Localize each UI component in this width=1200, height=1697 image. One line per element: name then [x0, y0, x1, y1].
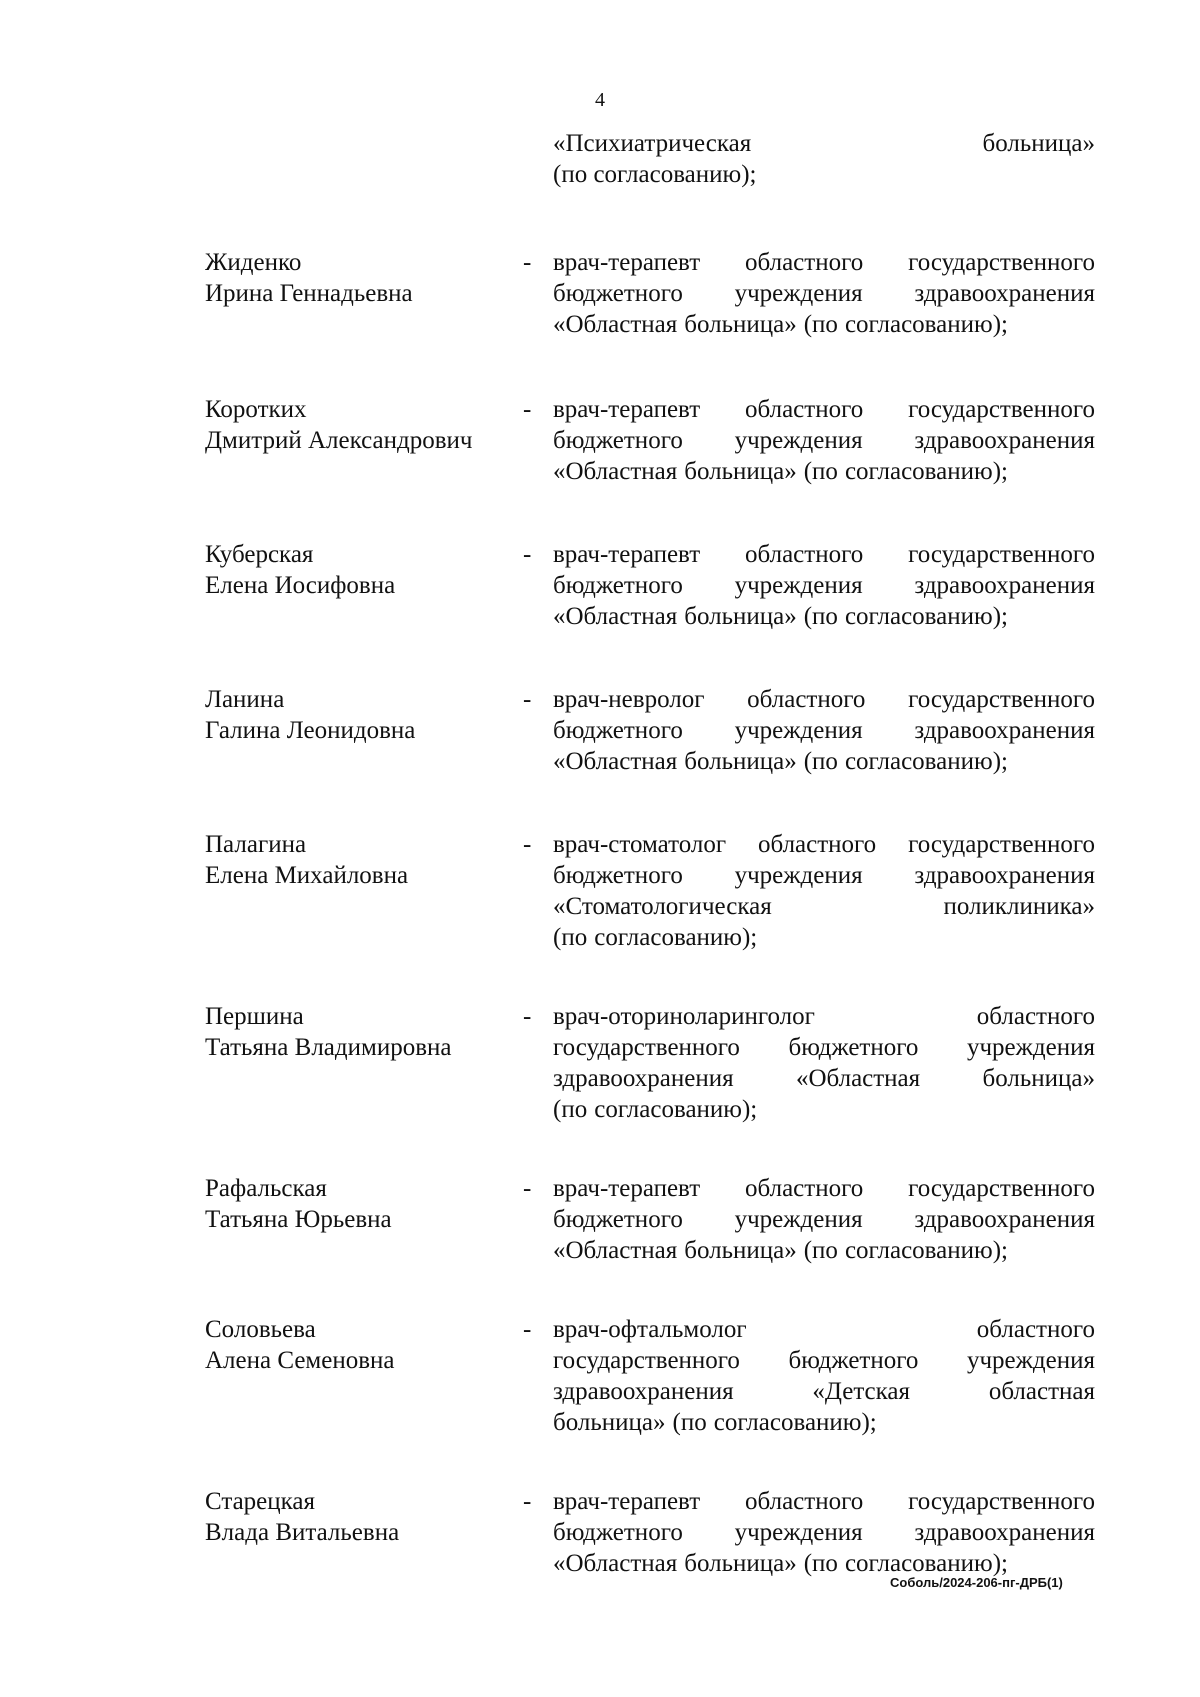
position-word: «Областная: [553, 311, 678, 338]
position-word: врач-терапевт: [553, 396, 701, 423]
member-given-names: Ирина Геннадьевна: [205, 280, 413, 307]
position-word: учреждения: [966, 1347, 1095, 1374]
position-word: учреждения: [734, 1519, 863, 1546]
position-line: [553, 891, 1095, 922]
position-word: согласованию);: [844, 748, 1008, 775]
member-surname: Першина: [205, 1003, 304, 1030]
position-word: «Психиатрическая: [553, 130, 752, 157]
position-word: больница»: [684, 748, 797, 775]
position-word: государственного: [908, 1488, 1095, 1515]
position-word: государственного: [553, 1347, 740, 1374]
member-name: [205, 1314, 505, 1376]
position-word: областного: [745, 541, 864, 568]
member-position: [553, 247, 1095, 340]
position-word: здравоохранения: [914, 572, 1095, 599]
member-given-names: Елена Михайловна: [205, 862, 409, 889]
position-word: учреждения: [966, 1034, 1095, 1061]
member-entry: [0, 829, 1200, 953]
member-name: [205, 829, 505, 891]
position-word: (по: [803, 603, 838, 630]
position-line: [553, 128, 1095, 159]
position-word: государственного: [908, 541, 1095, 568]
member-surname: Рафальская: [205, 1175, 327, 1202]
position-line: [553, 860, 1095, 891]
member-surname: Куберская: [205, 541, 314, 568]
member-surname: Соловьева: [205, 1316, 316, 1343]
position-word: согласованию);: [844, 311, 1008, 338]
position-word: областного: [745, 396, 864, 423]
separator-dash: -: [523, 1488, 532, 1515]
position-word: учреждения: [734, 862, 863, 889]
position-word: согласованию);: [844, 1550, 1008, 1577]
separator-dash: -: [523, 831, 532, 858]
position-line: [553, 1032, 1095, 1063]
position-line: [553, 1486, 1095, 1517]
position-line: [553, 278, 1095, 309]
position-word: учреждения: [734, 717, 863, 744]
position-word: «Областная: [553, 458, 678, 485]
separator-dash: -: [523, 1003, 532, 1030]
position-word: областного: [745, 249, 864, 276]
position-word: областного: [745, 1175, 864, 1202]
position-word: здравоохранения: [914, 1206, 1095, 1233]
member-position: [553, 1173, 1095, 1266]
position-word: бюджетного: [553, 280, 683, 307]
position-word: «Детская: [812, 1378, 911, 1405]
position-word: согласованию);: [594, 924, 758, 951]
position-word: больница»: [982, 1065, 1095, 1092]
position-line: [553, 1063, 1095, 1094]
position-word: государственного: [553, 1034, 740, 1061]
member-entry: [0, 1001, 1200, 1125]
position-word: (по: [553, 1096, 588, 1123]
position-word: «Областная: [553, 1237, 678, 1264]
member-surname: Жиденко: [205, 249, 302, 276]
position-word: врач-терапевт: [553, 249, 701, 276]
position-word: здравоохранения: [914, 427, 1095, 454]
position-word: государственного: [908, 249, 1095, 276]
position-word: «Стоматологическая: [553, 893, 772, 920]
member-name: [205, 1486, 505, 1548]
position-word: врач-невролог: [553, 686, 705, 713]
position-line: [553, 922, 1095, 953]
position-word: бюджетного: [788, 1347, 919, 1374]
position-line: [553, 159, 1095, 190]
position-word: учреждения: [734, 1206, 863, 1233]
position-line: [553, 829, 1095, 860]
position-word: согласованию);: [844, 1237, 1008, 1264]
position-word: здравоохранения: [914, 717, 1095, 744]
position-word: бюджетного: [553, 427, 683, 454]
member-entry: [0, 1314, 1200, 1438]
member-position: [553, 1314, 1095, 1438]
member-entry: [0, 1173, 1200, 1266]
member-given-names: Галина Леонидовна: [205, 717, 416, 744]
position-word: врач-терапевт: [553, 1175, 701, 1202]
member-surname: Коротких: [205, 396, 307, 423]
position-line: [553, 309, 1095, 340]
position-word: бюджетного: [553, 1519, 683, 1546]
position-word: поликлиника»: [943, 893, 1095, 920]
position-word: государственного: [908, 1175, 1095, 1202]
separator-dash: -: [523, 541, 532, 568]
position-line: [553, 1345, 1095, 1376]
position-line: [553, 456, 1095, 487]
position-word: «Областная: [553, 603, 678, 630]
position-word: областная: [988, 1378, 1095, 1405]
position-word: больница»: [553, 1409, 666, 1436]
separator-dash: -: [523, 1175, 532, 1202]
position-line: [553, 1235, 1095, 1266]
position-line: [553, 570, 1095, 601]
position-word: бюджетного: [788, 1034, 919, 1061]
position-word: (по: [803, 311, 838, 338]
position-word: (по: [803, 458, 838, 485]
separator-dash: -: [523, 249, 532, 276]
position-line: [553, 247, 1095, 278]
position-word: врач-офтальмолог: [553, 1316, 747, 1343]
member-name: [205, 247, 505, 309]
member-surname: Ланина: [205, 686, 285, 713]
member-list: [0, 128, 1200, 1579]
position-word: здравоохранения: [914, 862, 1095, 889]
position-word: врач-стоматолог: [553, 831, 727, 858]
position-word: согласованию);: [594, 1096, 758, 1123]
position-line: [553, 1204, 1095, 1235]
position-word: областного: [757, 831, 877, 858]
position-word: областного: [976, 1003, 1095, 1030]
member-position: [553, 1001, 1095, 1125]
member-name: [205, 539, 505, 601]
position-word: (по: [803, 1237, 838, 1264]
member-entry: [0, 394, 1200, 487]
position-line: [553, 394, 1095, 425]
position-word: государственного: [908, 831, 1095, 858]
position-word: больница»: [684, 1550, 797, 1577]
position-word: учреждения: [734, 572, 863, 599]
member-given-names: Татьяна Владимировна: [205, 1034, 452, 1061]
member-given-names: Дмитрий Александрович: [205, 427, 473, 454]
position-word: учреждения: [734, 427, 863, 454]
position-word: больница»: [684, 311, 797, 338]
member-position: [553, 1486, 1095, 1579]
position-word: государственного: [908, 396, 1095, 423]
position-word: больница»: [982, 130, 1095, 157]
position-word: «Областная: [553, 748, 678, 775]
position-word: бюджетного: [553, 572, 683, 599]
member-surname: Старецкая: [205, 1488, 316, 1515]
member-entry: [0, 539, 1200, 632]
member-given-names: Влада Витальевна: [205, 1519, 400, 1546]
member-entry: [0, 1486, 1200, 1579]
position-word: больница»: [684, 1237, 797, 1264]
position-word: (по: [803, 1550, 838, 1577]
separator-dash: -: [523, 686, 532, 713]
member-entry: [0, 684, 1200, 777]
member-position: [553, 539, 1095, 632]
position-word: согласованию);: [713, 1409, 877, 1436]
member-position: [553, 128, 1095, 190]
continuation-block: [0, 128, 1200, 190]
page-number: 4: [595, 89, 605, 111]
position-word: врач-терапевт: [553, 541, 701, 568]
position-word: врач-оториноларинголог: [553, 1003, 815, 1030]
position-line: [553, 1001, 1095, 1032]
position-line: [553, 1173, 1095, 1204]
position-line: [553, 684, 1095, 715]
member-given-names: Елена Иосифовна: [205, 572, 396, 599]
member-entry: [0, 247, 1200, 340]
position-word: согласованию);: [844, 603, 1008, 630]
position-word: больница»: [684, 458, 797, 485]
member-name: [205, 684, 505, 746]
member-name: [205, 394, 505, 456]
position-line: [553, 1376, 1095, 1407]
position-word: (по: [553, 924, 588, 951]
position-word: бюджетного: [553, 862, 683, 889]
position-word: бюджетного: [553, 1206, 683, 1233]
member-given-names: Татьяна Юрьевна: [205, 1206, 392, 1233]
position-word: больница»: [684, 603, 797, 630]
position-word: согласованию);: [844, 458, 1008, 485]
document-code: Соболь/2024-206-пг-ДРБ(1): [890, 1575, 1063, 1590]
position-word: «Областная: [795, 1065, 921, 1092]
position-word: «Областная: [553, 1550, 678, 1577]
position-line: [553, 1407, 1095, 1438]
member-position: [553, 394, 1095, 487]
position-line: [553, 715, 1095, 746]
position-line: [553, 601, 1095, 632]
member-name: [205, 1173, 505, 1235]
position-word: (по согласованию);: [553, 161, 757, 188]
member-position: [553, 684, 1095, 777]
position-word: здравоохранения: [914, 1519, 1095, 1546]
position-word: (по: [803, 748, 838, 775]
position-line: [553, 1314, 1095, 1345]
position-line: [553, 425, 1095, 456]
position-word: областного: [976, 1316, 1095, 1343]
position-word: бюджетного: [553, 717, 683, 744]
position-word: областного: [745, 1488, 864, 1515]
position-word: здравоохранения: [914, 280, 1095, 307]
separator-dash: -: [523, 396, 532, 423]
member-position: [553, 829, 1095, 953]
position-line: [553, 1517, 1095, 1548]
separator-dash: -: [523, 1316, 532, 1343]
member-name: [205, 1001, 505, 1063]
position-word: здравоохранения: [553, 1065, 734, 1092]
member-surname: Палагина: [205, 831, 307, 858]
position-line: [553, 1094, 1095, 1125]
position-word: здравоохранения: [553, 1378, 734, 1405]
position-word: областного: [747, 686, 866, 713]
position-word: учреждения: [734, 280, 863, 307]
position-word: врач-терапевт: [553, 1488, 701, 1515]
position-line: [553, 539, 1095, 570]
position-word: (по: [672, 1409, 707, 1436]
position-word: государственного: [908, 686, 1095, 713]
member-given-names: Алена Семеновна: [205, 1347, 395, 1374]
position-line: [553, 746, 1095, 777]
